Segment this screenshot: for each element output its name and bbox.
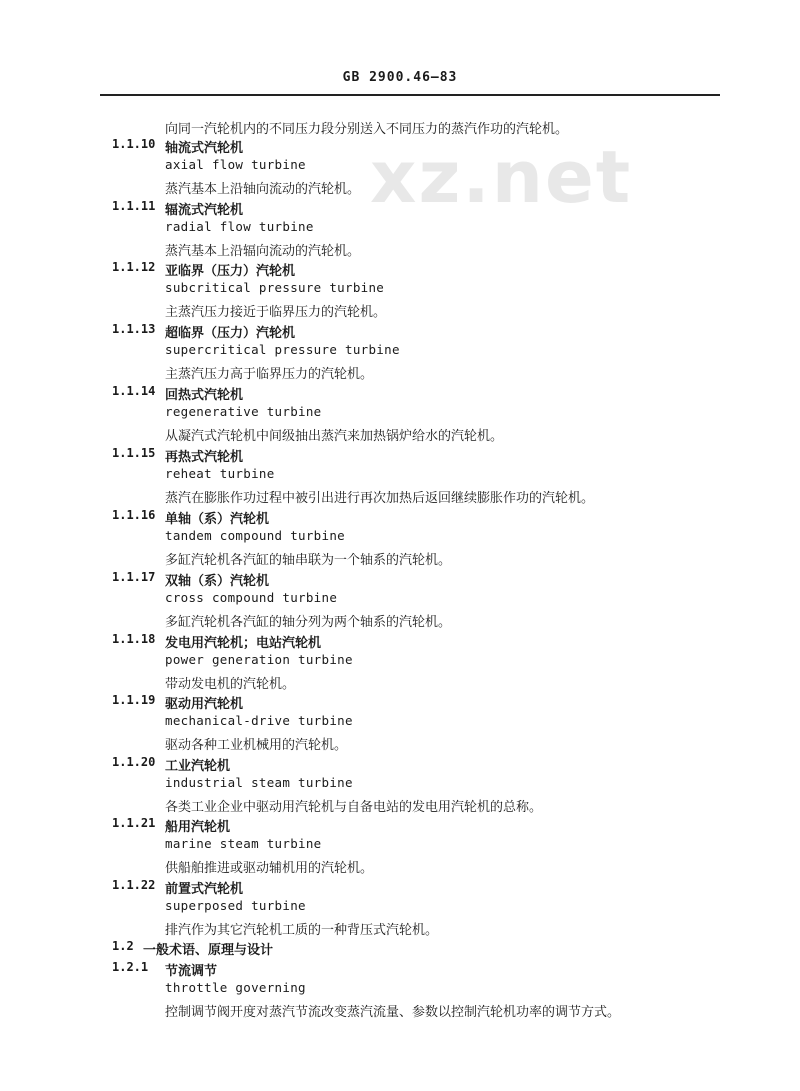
entry-term: 船用汽轮机: [165, 820, 231, 835]
entry-english: subcritical pressure turbine: [165, 280, 385, 295]
entry-number: 1.2.1: [112, 960, 149, 974]
entry-number: 1.1.15: [112, 446, 156, 460]
section-number: 1.2: [112, 939, 134, 953]
entry-number: 1.1.14: [112, 384, 156, 398]
entry-term: 再热式汽轮机: [165, 450, 244, 465]
entry-english: axial flow turbine: [165, 157, 306, 172]
header-rule: [100, 94, 720, 96]
entry-definition: 控制调节阀开度对蒸汽节流改变蒸汽流量、参数以控制汽轮机功率的调节方式。: [165, 1005, 621, 1020]
entry-english: mechanical-drive turbine: [165, 713, 353, 728]
entry-number: 1.1.20: [112, 755, 156, 769]
entry-definition: 驱动各种工业机械用的汽轮机。: [165, 738, 348, 753]
entry-number: 1.1.16: [112, 508, 156, 522]
entry-number: 1.1.21: [112, 816, 156, 830]
entry-english: industrial steam turbine: [165, 775, 353, 790]
section-title: 一般术语、原理与设计: [143, 943, 274, 958]
entry-definition: 蒸汽基本上沿轴向流动的汽轮机。: [165, 182, 361, 197]
entry-term: 节流调节: [165, 964, 218, 979]
entry-term: 双轴（系）汽轮机: [165, 574, 270, 589]
entry-number: 1.1.11: [112, 199, 156, 213]
entry-english: marine steam turbine: [165, 836, 322, 851]
entry-definition: 蒸汽在膨胀作功过程中被引出进行再次加热后返回继续膨胀作功的汽轮机。: [165, 491, 595, 506]
entry-definition: 供船舶推进或驱动辅机用的汽轮机。: [165, 861, 374, 876]
entry-term: 单轴（系）汽轮机: [165, 512, 270, 527]
entry-english: reheat turbine: [165, 466, 275, 481]
continuation-text: 向同一汽轮机内的不同压力段分别送入不同压力的蒸汽作功的汽轮机。: [165, 122, 569, 137]
entry-english: tandem compound turbine: [165, 528, 345, 543]
entry-definition: 各类工业企业中驱动用汽轮机与自备电站的发电用汽轮机的总称。: [165, 800, 543, 815]
entry-term: 亚临界（压力）汽轮机: [165, 264, 296, 279]
entry-english: regenerative turbine: [165, 404, 322, 419]
entry-definition: 多缸汽轮机各汽缸的轴串联为一个轴系的汽轮机。: [165, 553, 452, 568]
entry-definition: 主蒸汽压力高于临界压力的汽轮机。: [165, 367, 374, 382]
watermark: xz.net: [370, 135, 633, 219]
entry-number: 1.1.22: [112, 878, 156, 892]
entry-term: 驱动用汽轮机: [165, 697, 244, 712]
entry-term: 回热式汽轮机: [165, 388, 244, 403]
entry-term: 前置式汽轮机: [165, 882, 244, 897]
entry-number: 1.1.12: [112, 260, 156, 274]
entry-english: power generation turbine: [165, 652, 353, 667]
entry-english: cross compound turbine: [165, 590, 338, 605]
entry-term: 辐流式汽轮机: [165, 203, 244, 218]
entry-definition: 多缸汽轮机各汽缸的轴分列为两个轴系的汽轮机。: [165, 615, 452, 630]
entry-number: 1.1.18: [112, 632, 156, 646]
entry-definition: 排汽作为其它汽轮机工质的一种背压式汽轮机。: [165, 923, 439, 938]
entry-definition: 从凝汽式汽轮机中间级抽出蒸汽来加热锅炉给水的汽轮机。: [165, 429, 504, 444]
entry-term: 超临界（压力）汽轮机: [165, 326, 296, 341]
entry-term: 工业汽轮机: [165, 759, 231, 774]
entry-definition: 蒸汽基本上沿辐向流动的汽轮机。: [165, 244, 361, 259]
entry-english: throttle governing: [165, 980, 306, 995]
entry-number: 1.1.13: [112, 322, 156, 336]
entry-term: 发电用汽轮机；电站汽轮机: [165, 636, 322, 651]
entry-term: 轴流式汽轮机: [165, 141, 244, 156]
entry-definition: 主蒸汽压力接近于临界压力的汽轮机。: [165, 305, 387, 320]
entry-number: 1.1.19: [112, 693, 156, 707]
entry-english: superposed turbine: [165, 898, 306, 913]
entry-english: supercritical pressure turbine: [165, 342, 400, 357]
page-header-code: GB 2900.46—83: [342, 70, 458, 85]
entry-definition: 带动发电机的汽轮机。: [165, 677, 296, 692]
entry-number: 1.1.10: [112, 137, 156, 151]
entry-english: radial flow turbine: [165, 219, 314, 234]
entry-number: 1.1.17: [112, 570, 156, 584]
